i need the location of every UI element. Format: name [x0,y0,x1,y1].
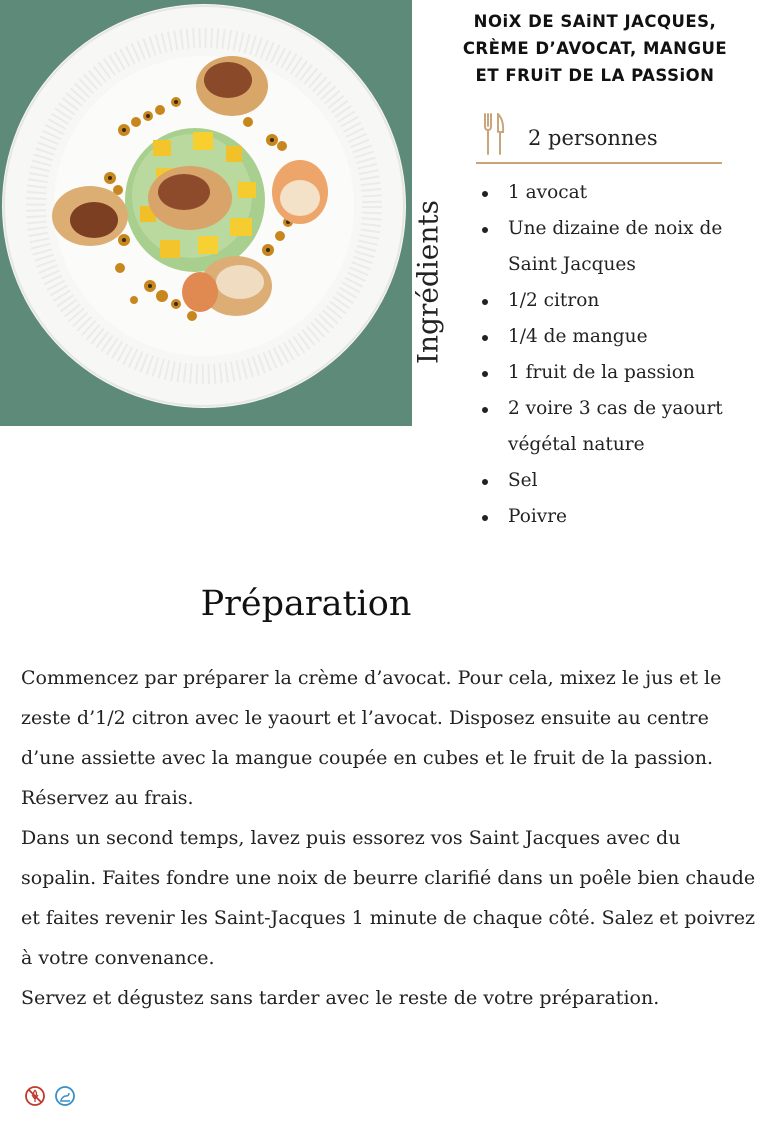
recipe-title-line: CRÈME D’AVOCAT, MANGUE [462,39,728,58]
recipe-title [428,8,762,89]
recipe-title-line: ET FRUiT DE LA PASSiON [475,66,715,85]
ingredients-list [480,175,750,535]
ingredient-item: 1 avocat [480,175,750,211]
no-gluten-icon [24,1085,46,1107]
ingredient-item: 2 voire 3 cas de yaourt végétal nature [480,391,750,463]
servings-text: 2 personnes [528,126,658,150]
preparation-paragraph: Commencez par préparer la crème d’avocat. Pour cela, mixez le jus et le zeste d’1/2 citron avec le yaourt et l’avocat. Disposez ensuite au centre d’une assiette avec la mangue coupée en cubes et le fruit de la passion. Réservez au frais. [21,667,722,809]
preparation-paragraph: Dans un second temps, lavez puis essorez vos Saint Jacques avec du sopalin. Faites fondre une noix de beurre clarifié dans un poêle bien chaude et faites revenir les Saint-Jacques 1 minute de chaque côté. Salez et poivrez à votre convenance. [21,827,756,969]
preparation-paragraph: Servez et dégustez sans tarder avec le reste de votre préparation. [21,987,660,1009]
ingredient-item: 1/2 citron [480,283,750,319]
ingredient-item: 1/4 de mangue [480,319,750,355]
preparation-text [21,658,757,1018]
diet-icons [24,1085,76,1107]
ingredient-item: Une dizaine de noix de Saint Jacques [480,211,750,283]
ingredient-item: Poivre [480,499,750,535]
lactose-free-icon [54,1085,76,1107]
ingredient-item: 1 fruit de la passion [480,355,750,391]
ingredient-item: Sel [480,463,750,499]
dish-illustration [0,0,412,426]
ingredients-label [408,194,448,370]
dish-photo [0,0,412,426]
recipe-title-line: NOiX DE SAiNT JACQUES, [473,12,717,31]
ingredients-label-text: Ingrédients [411,199,445,365]
servings-row [476,110,722,164]
preparation-title: Préparation [200,584,412,624]
fork-knife-icon [482,112,506,156]
